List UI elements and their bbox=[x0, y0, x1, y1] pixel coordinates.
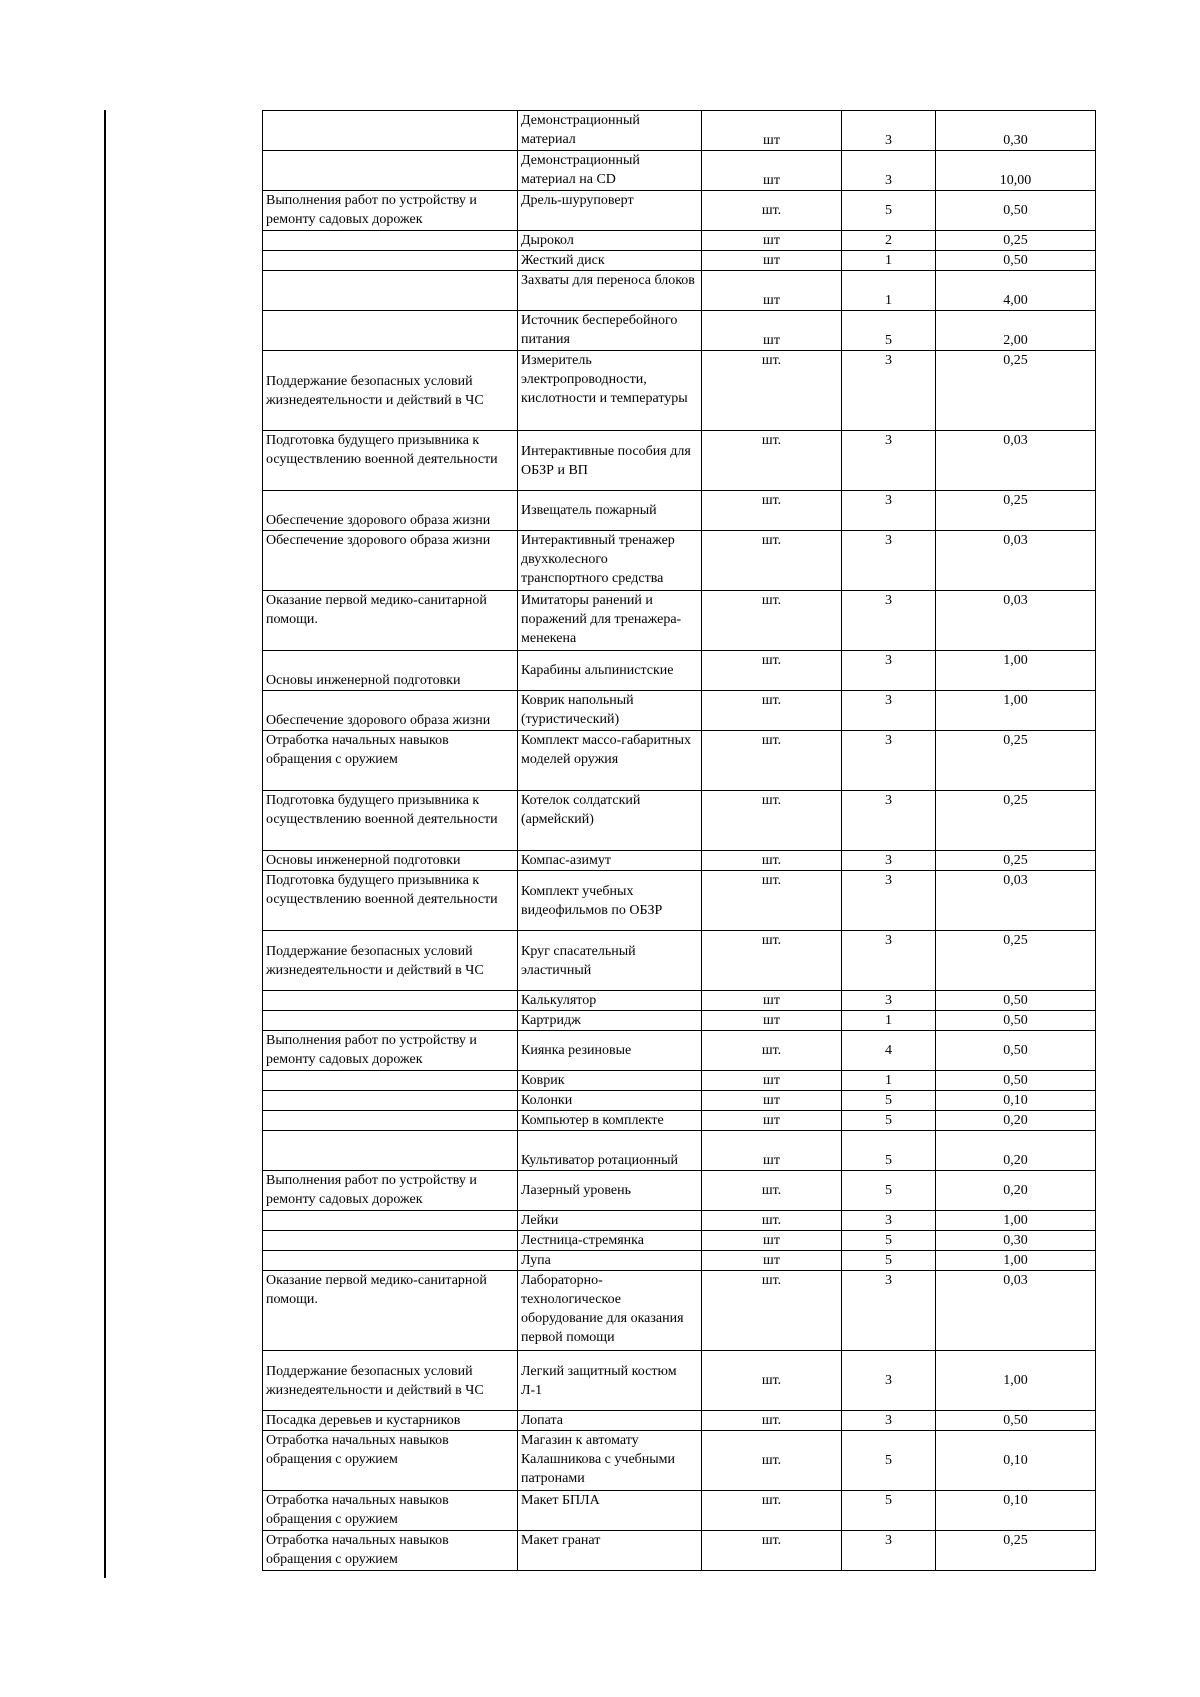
equipment-table bbox=[262, 110, 1096, 1571]
norm-cell: 0,30 bbox=[936, 111, 1096, 151]
quantity-cell: 3 bbox=[842, 651, 936, 691]
unit-cell: шт. bbox=[702, 351, 842, 431]
unit-cell: шт. bbox=[702, 871, 842, 931]
table-row bbox=[263, 111, 1096, 151]
quantity-cell: 3 bbox=[842, 1271, 936, 1351]
unit-cell: шт. bbox=[702, 191, 842, 231]
item-name-cell: Интерактивные пособия для ОБЗР и ВП bbox=[518, 431, 702, 491]
table-row bbox=[263, 151, 1096, 191]
section-cell bbox=[263, 1091, 518, 1111]
unit-cell: шт. bbox=[702, 791, 842, 851]
item-name-cell: Демонстрационный материал bbox=[518, 111, 702, 151]
norm-cell: 0,10 bbox=[936, 1491, 1096, 1531]
table-row bbox=[263, 1411, 1096, 1431]
unit-cell: шт. bbox=[702, 1031, 842, 1071]
section-cell: Подготовка будущего призывника к осуществлению военной деятельности bbox=[263, 431, 518, 491]
item-name-cell: Макет гранат bbox=[518, 1531, 702, 1571]
quantity-cell: 3 bbox=[842, 991, 936, 1011]
quantity-cell: 2 bbox=[842, 231, 936, 251]
section-cell: Выполнения работ по устройству и ремонту садовых дорожек bbox=[263, 1171, 518, 1211]
section-cell bbox=[263, 311, 518, 351]
unit-cell: шт bbox=[702, 1011, 842, 1031]
table-row bbox=[263, 1011, 1096, 1031]
item-name-cell: Лейки bbox=[518, 1211, 702, 1231]
table-row bbox=[263, 1211, 1096, 1231]
table-row bbox=[263, 1251, 1096, 1271]
quantity-cell: 1 bbox=[842, 1011, 936, 1031]
norm-cell: 1,00 bbox=[936, 651, 1096, 691]
quantity-cell: 3 bbox=[842, 591, 936, 651]
norm-cell: 1,00 bbox=[936, 1251, 1096, 1271]
unit-cell: шт. bbox=[702, 1271, 842, 1351]
item-name-cell: Карабины альпинистские bbox=[518, 651, 702, 691]
item-name-cell: Имитаторы ранений и поражений для тренажера-менекена bbox=[518, 591, 702, 651]
item-name-cell: Лупа bbox=[518, 1251, 702, 1271]
quantity-cell: 5 bbox=[842, 1231, 936, 1251]
norm-cell: 0,20 bbox=[936, 1131, 1096, 1171]
table-row bbox=[263, 271, 1096, 311]
table-row bbox=[263, 531, 1096, 591]
unit-cell: шт bbox=[702, 231, 842, 251]
unit-cell: шт. bbox=[702, 1491, 842, 1531]
section-cell bbox=[263, 151, 518, 191]
unit-cell: шт bbox=[702, 251, 842, 271]
unit-cell: шт bbox=[702, 1231, 842, 1251]
unit-cell: шт bbox=[702, 311, 842, 351]
unit-cell: шт. bbox=[702, 651, 842, 691]
unit-cell: шт. bbox=[702, 1531, 842, 1571]
norm-cell: 0,03 bbox=[936, 531, 1096, 591]
unit-cell: шт bbox=[702, 1251, 842, 1271]
section-cell: Основы инженерной подготовки bbox=[263, 851, 518, 871]
unit-cell: шт bbox=[702, 991, 842, 1011]
section-cell: Посадка деревьев и кустарников bbox=[263, 1411, 518, 1431]
norm-cell: 0,50 bbox=[936, 251, 1096, 271]
table-row bbox=[263, 991, 1096, 1011]
table-row bbox=[263, 491, 1096, 531]
item-name-cell: Лестница-стремянка bbox=[518, 1231, 702, 1251]
unit-cell: шт. bbox=[702, 491, 842, 531]
quantity-cell: 3 bbox=[842, 1211, 936, 1231]
section-cell: Подготовка будущего призывника к осуществлению военной деятельности bbox=[263, 871, 518, 931]
section-cell: Выполнения работ по устройству и ремонту садовых дорожек bbox=[263, 1031, 518, 1071]
norm-cell: 10,00 bbox=[936, 151, 1096, 191]
quantity-cell: 3 bbox=[842, 491, 936, 531]
section-cell: Обеспечение здорового образа жизни bbox=[263, 691, 518, 731]
unit-cell: шт bbox=[702, 1131, 842, 1171]
table-row bbox=[263, 851, 1096, 871]
section-cell: Основы инженерной подготовки bbox=[263, 651, 518, 691]
item-name-cell: Измеритель электропроводности, кислотности и температуры bbox=[518, 351, 702, 431]
table-row bbox=[263, 1531, 1096, 1571]
unit-cell: шт bbox=[702, 151, 842, 191]
item-name-cell: Извещатель пожарный bbox=[518, 491, 702, 531]
section-cell bbox=[263, 1071, 518, 1091]
quantity-cell: 5 bbox=[842, 1091, 936, 1111]
section-cell bbox=[263, 1131, 518, 1171]
norm-cell: 0,30 bbox=[936, 1231, 1096, 1251]
quantity-cell: 3 bbox=[842, 871, 936, 931]
section-cell: Оказание первой медико-санитарной помощи. bbox=[263, 591, 518, 651]
table-row bbox=[263, 1031, 1096, 1071]
unit-cell: шт. bbox=[702, 851, 842, 871]
table-row bbox=[263, 731, 1096, 791]
norm-cell: 0,03 bbox=[936, 431, 1096, 491]
unit-cell: шт. bbox=[702, 731, 842, 791]
section-cell: Обеспечение здорового образа жизни bbox=[263, 531, 518, 591]
unit-cell: шт bbox=[702, 1091, 842, 1111]
item-name-cell: Комплект массо-габаритных моделей оружия bbox=[518, 731, 702, 791]
norm-cell: 0,50 bbox=[936, 1411, 1096, 1431]
quantity-cell: 5 bbox=[842, 1251, 936, 1271]
section-cell bbox=[263, 1211, 518, 1231]
table-row bbox=[263, 1431, 1096, 1491]
quantity-cell: 3 bbox=[842, 151, 936, 191]
item-name-cell: Котелок солдатский (армейский) bbox=[518, 791, 702, 851]
item-name-cell: Компьютер в комплекте bbox=[518, 1111, 702, 1131]
section-cell bbox=[263, 1251, 518, 1271]
table-row bbox=[263, 1131, 1096, 1171]
section-cell bbox=[263, 111, 518, 151]
item-name-cell: Компас-азимут bbox=[518, 851, 702, 871]
quantity-cell: 3 bbox=[842, 1411, 936, 1431]
item-name-cell: Комплект учебных видеофильмов по ОБЗР bbox=[518, 871, 702, 931]
norm-cell: 0,03 bbox=[936, 1271, 1096, 1351]
table-row bbox=[263, 591, 1096, 651]
quantity-cell: 5 bbox=[842, 1171, 936, 1211]
unit-cell: шт. bbox=[702, 1211, 842, 1231]
table-row bbox=[263, 1111, 1096, 1131]
unit-cell: шт. bbox=[702, 1351, 842, 1411]
norm-cell: 1,00 bbox=[936, 1351, 1096, 1411]
table-row bbox=[263, 431, 1096, 491]
item-name-cell: Картридж bbox=[518, 1011, 702, 1031]
norm-cell: 0,10 bbox=[936, 1091, 1096, 1111]
table-row bbox=[263, 351, 1096, 431]
quantity-cell: 3 bbox=[842, 431, 936, 491]
unit-cell: шт bbox=[702, 271, 842, 311]
quantity-cell: 3 bbox=[842, 851, 936, 871]
section-cell bbox=[263, 1231, 518, 1251]
table-row bbox=[263, 311, 1096, 351]
item-name-cell: Демонстрационный материал на CD bbox=[518, 151, 702, 191]
quantity-cell: 5 bbox=[842, 1111, 936, 1131]
section-cell: Отработка начальных навыков обращения с оружием bbox=[263, 1531, 518, 1571]
table-row bbox=[263, 191, 1096, 231]
norm-cell: 0,50 bbox=[936, 1011, 1096, 1031]
table-row bbox=[263, 871, 1096, 931]
section-cell: Выполнения работ по устройству и ремонту садовых дорожек bbox=[263, 191, 518, 231]
section-cell bbox=[263, 1111, 518, 1131]
unit-cell: шт. bbox=[702, 431, 842, 491]
table-row bbox=[263, 1071, 1096, 1091]
item-name-cell: Дрель-шуруповерт bbox=[518, 191, 702, 231]
quantity-cell: 3 bbox=[842, 691, 936, 731]
item-name-cell: Культиватор ротационный bbox=[518, 1131, 702, 1171]
section-cell bbox=[263, 231, 518, 251]
table-row bbox=[263, 1351, 1096, 1411]
norm-cell: 0,50 bbox=[936, 191, 1096, 231]
section-cell bbox=[263, 1011, 518, 1031]
section-cell: Поддержание безопасных условий жизнедеятельности и действий в ЧС bbox=[263, 351, 518, 431]
section-cell: Обеспечение здорового образа жизни bbox=[263, 491, 518, 531]
unit-cell: шт. bbox=[702, 691, 842, 731]
unit-cell: шт bbox=[702, 1071, 842, 1091]
quantity-cell: 3 bbox=[842, 791, 936, 851]
unit-cell: шт. bbox=[702, 931, 842, 991]
item-name-cell: Круг спасательный эластичный bbox=[518, 931, 702, 991]
norm-cell: 0,20 bbox=[936, 1111, 1096, 1131]
quantity-cell: 1 bbox=[842, 1071, 936, 1091]
quantity-cell: 4 bbox=[842, 1031, 936, 1071]
item-name-cell: Коврик напольный (туристический) bbox=[518, 691, 702, 731]
item-name-cell: Лабораторно-технологическое оборудование для оказания первой помощи bbox=[518, 1271, 702, 1351]
quantity-cell: 3 bbox=[842, 931, 936, 991]
unit-cell: шт bbox=[702, 1111, 842, 1131]
table-row bbox=[263, 231, 1096, 251]
unit-cell: шт. bbox=[702, 531, 842, 591]
norm-cell: 1,00 bbox=[936, 1211, 1096, 1231]
table-row bbox=[263, 691, 1096, 731]
section-cell: Оказание первой медико-санитарной помощи. bbox=[263, 1271, 518, 1351]
quantity-cell: 5 bbox=[842, 1431, 936, 1491]
table-row bbox=[263, 1171, 1096, 1211]
table-row bbox=[263, 1271, 1096, 1351]
unit-cell: шт. bbox=[702, 591, 842, 651]
item-name-cell: Калькулятор bbox=[518, 991, 702, 1011]
item-name-cell: Захваты для переноса блоков bbox=[518, 271, 702, 311]
unit-cell: шт. bbox=[702, 1411, 842, 1431]
table-row bbox=[263, 1491, 1096, 1531]
section-cell: Отработка начальных навыков обращения с оружием bbox=[263, 1431, 518, 1491]
norm-cell: 0,25 bbox=[936, 851, 1096, 871]
norm-cell: 0,25 bbox=[936, 491, 1096, 531]
norm-cell: 0,03 bbox=[936, 871, 1096, 931]
norm-cell: 0,50 bbox=[936, 1071, 1096, 1091]
page-margin-line bbox=[104, 110, 106, 1578]
unit-cell: шт. bbox=[702, 1431, 842, 1491]
section-cell: Отработка начальных навыков обращения с оружием bbox=[263, 731, 518, 791]
quantity-cell: 3 bbox=[842, 111, 936, 151]
quantity-cell: 5 bbox=[842, 1131, 936, 1171]
item-name-cell: Коврик bbox=[518, 1071, 702, 1091]
norm-cell: 0,20 bbox=[936, 1171, 1096, 1211]
norm-cell: 2,00 bbox=[936, 311, 1096, 351]
norm-cell: 0,25 bbox=[936, 351, 1096, 431]
norm-cell: 0,25 bbox=[936, 931, 1096, 991]
quantity-cell: 3 bbox=[842, 1351, 936, 1411]
item-name-cell: Лазерный уровень bbox=[518, 1171, 702, 1211]
item-name-cell: Киянка резиновые bbox=[518, 1031, 702, 1071]
quantity-cell: 3 bbox=[842, 351, 936, 431]
quantity-cell: 5 bbox=[842, 1491, 936, 1531]
section-cell bbox=[263, 271, 518, 311]
table-row bbox=[263, 931, 1096, 991]
quantity-cell: 1 bbox=[842, 271, 936, 311]
quantity-cell: 3 bbox=[842, 531, 936, 591]
norm-cell: 4,00 bbox=[936, 271, 1096, 311]
item-name-cell: Магазин к автомату Калашникова с учебными патронами bbox=[518, 1431, 702, 1491]
section-cell: Отработка начальных навыков обращения с оружием bbox=[263, 1491, 518, 1531]
section-cell: Поддержание безопасных условий жизнедеятельности и действий в ЧС bbox=[263, 931, 518, 991]
section-cell: Подготовка будущего призывника к осуществлению военной деятельности bbox=[263, 791, 518, 851]
item-name-cell: Источник бесперебойного питания bbox=[518, 311, 702, 351]
unit-cell: шт bbox=[702, 111, 842, 151]
item-name-cell: Дырокол bbox=[518, 231, 702, 251]
item-name-cell: Макет БПЛА bbox=[518, 1491, 702, 1531]
norm-cell: 0,25 bbox=[936, 791, 1096, 851]
unit-cell: шт. bbox=[702, 1171, 842, 1211]
item-name-cell: Жесткий диск bbox=[518, 251, 702, 271]
table-row bbox=[263, 1231, 1096, 1251]
norm-cell: 0,10 bbox=[936, 1431, 1096, 1491]
norm-cell: 1,00 bbox=[936, 691, 1096, 731]
quantity-cell: 5 bbox=[842, 191, 936, 231]
table-row bbox=[263, 251, 1096, 271]
item-name-cell: Колонки bbox=[518, 1091, 702, 1111]
quantity-cell: 3 bbox=[842, 1531, 936, 1571]
table-row bbox=[263, 1091, 1096, 1111]
quantity-cell: 1 bbox=[842, 251, 936, 271]
norm-cell: 0,25 bbox=[936, 231, 1096, 251]
section-cell bbox=[263, 251, 518, 271]
section-cell bbox=[263, 991, 518, 1011]
table-row bbox=[263, 791, 1096, 851]
norm-cell: 0,50 bbox=[936, 1031, 1096, 1071]
norm-cell: 0,25 bbox=[936, 1531, 1096, 1571]
item-name-cell: Лопата bbox=[518, 1411, 702, 1431]
norm-cell: 0,50 bbox=[936, 991, 1096, 1011]
table-row bbox=[263, 651, 1096, 691]
quantity-cell: 3 bbox=[842, 731, 936, 791]
item-name-cell: Интерактивный тренажер двухколесного транспортного средства bbox=[518, 531, 702, 591]
quantity-cell: 5 bbox=[842, 311, 936, 351]
norm-cell: 0,03 bbox=[936, 591, 1096, 651]
item-name-cell: Легкий защитный костюм Л-1 bbox=[518, 1351, 702, 1411]
section-cell: Поддержание безопасных условий жизнедеятельности и действий в ЧС bbox=[263, 1351, 518, 1411]
norm-cell: 0,25 bbox=[936, 731, 1096, 791]
